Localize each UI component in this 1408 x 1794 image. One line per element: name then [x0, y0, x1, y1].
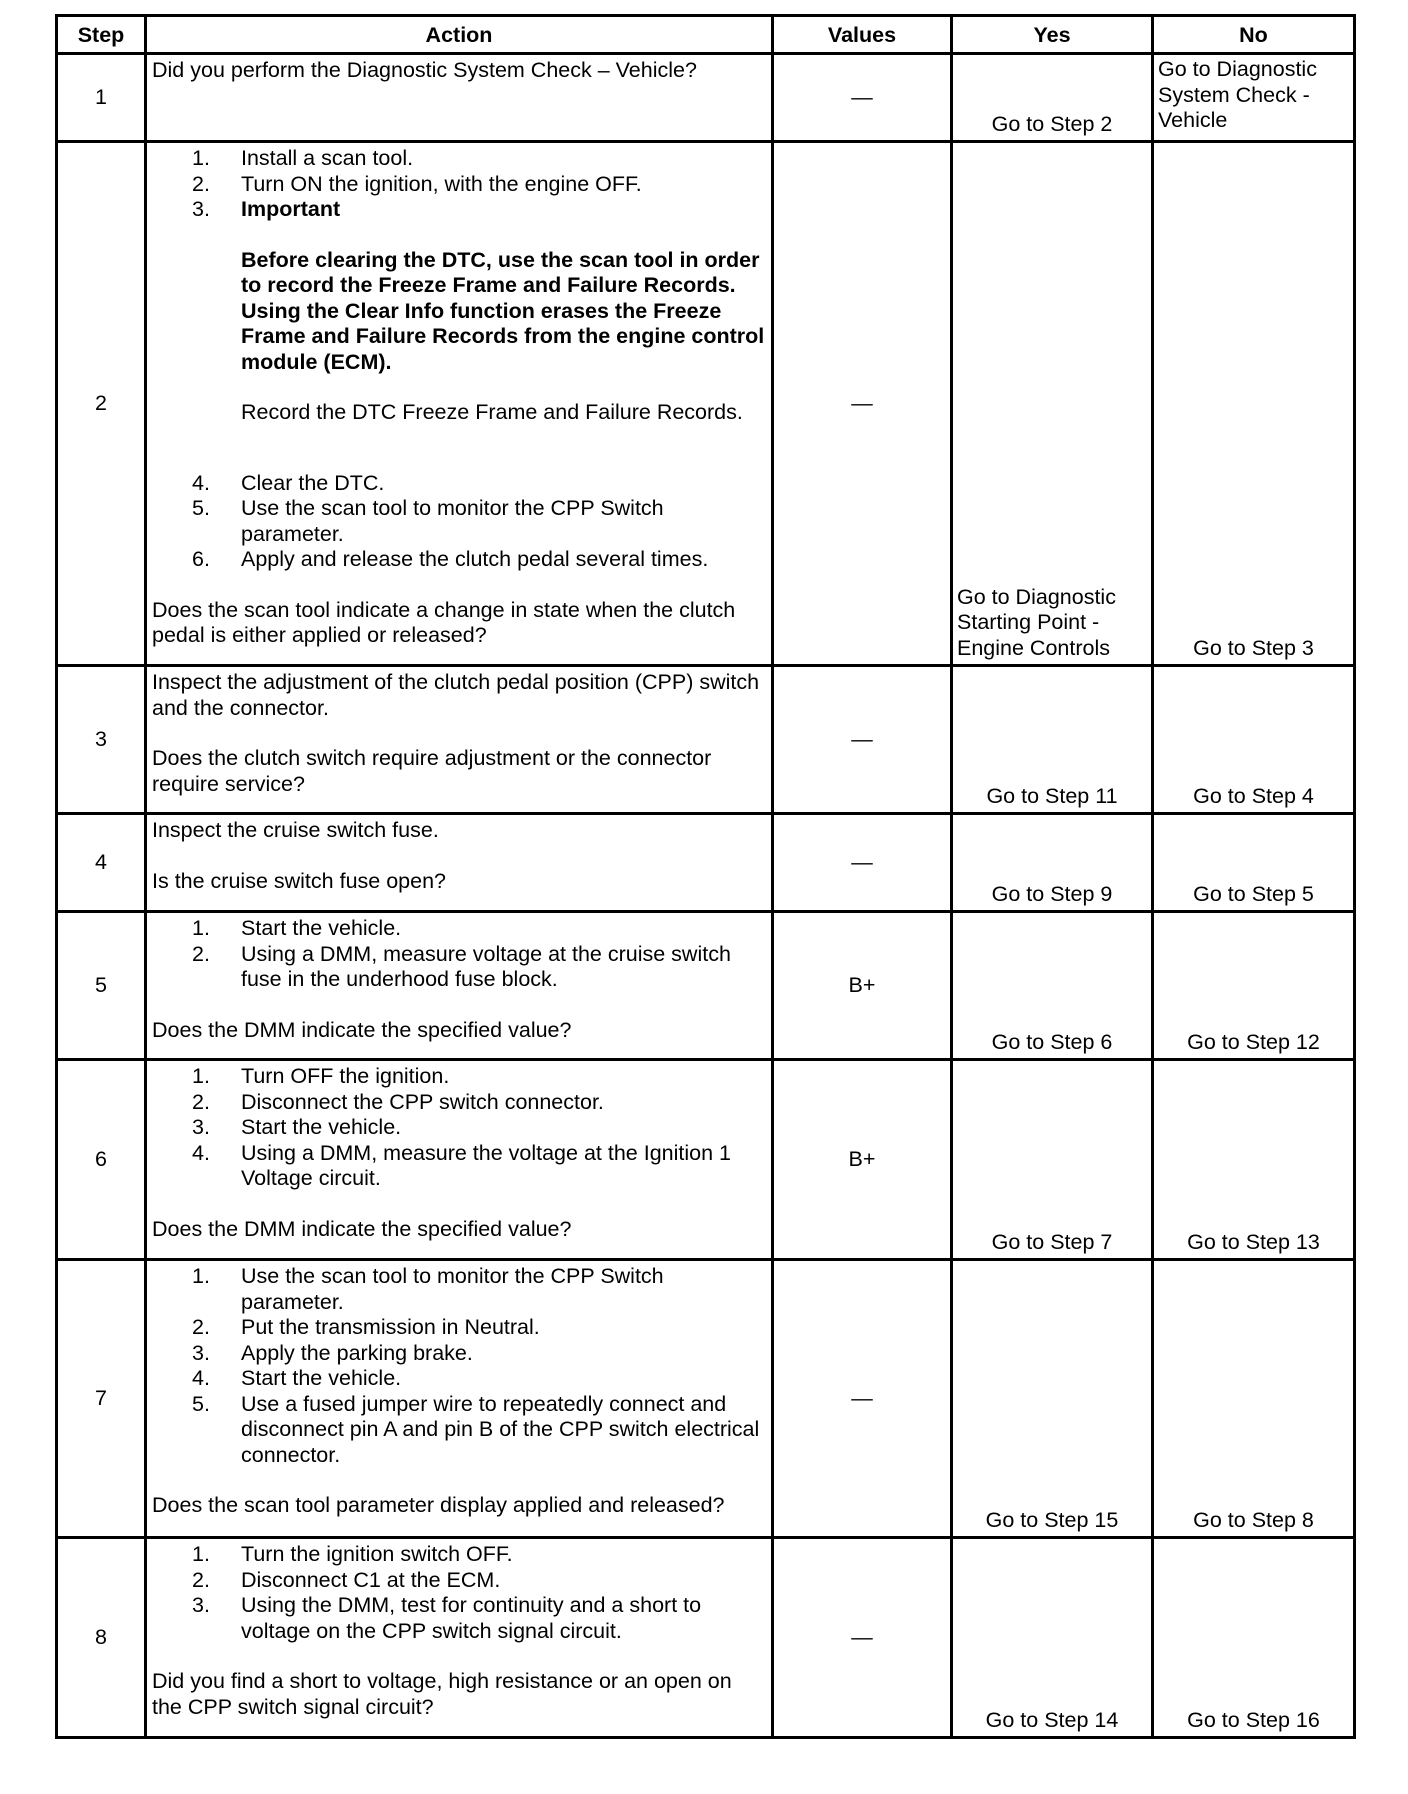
list-item: [152, 1568, 767, 1594]
action-cell: [146, 1260, 773, 1538]
step-number: 8: [57, 1538, 146, 1738]
action-cell: [146, 1538, 773, 1738]
action-cell: [146, 142, 773, 666]
list-item: [152, 1115, 767, 1141]
spacer: [152, 1468, 767, 1493]
yes-cell: Go to Diagnostic Starting Point - Engine Controls: [952, 142, 1153, 666]
list-item-number: 2.: [192, 171, 210, 196]
no-cell: Go to Step 5: [1153, 814, 1355, 912]
list-item-number: 6.: [192, 547, 210, 571]
list-item-text: Start the vehicle.: [241, 1115, 402, 1139]
diagnostic-table-container: [55, 14, 1353, 1739]
list-item-text: Use the scan tool to monitor the CPP Switch parameter.: [241, 1264, 664, 1314]
list-item: [152, 1593, 767, 1644]
yes-cell: Go to Step 7: [952, 1060, 1153, 1260]
list-item: [152, 496, 767, 547]
list-item: [152, 172, 767, 198]
step-number: 7: [57, 1260, 146, 1538]
list-item: [152, 547, 767, 573]
value-cell: —: [773, 142, 952, 666]
list-item-number: 4.: [192, 1140, 210, 1165]
spacer: [152, 993, 767, 1018]
action-list: [152, 146, 767, 223]
action-list: [152, 1264, 767, 1468]
spacer: [152, 223, 767, 248]
value-cell: —: [773, 814, 952, 912]
table-row: [57, 666, 1355, 814]
important-heading: Important: [241, 197, 341, 221]
action-cell: [146, 1060, 773, 1260]
header-row: [57, 16, 1355, 54]
action-cell: [146, 54, 773, 142]
list-item-text: Use a fused jumper wire to repeatedly connect and disconnect pin A and pin B of the CPP switch electrical connector.: [241, 1391, 760, 1467]
table-row: [57, 1060, 1355, 1260]
yes-cell: Go to Step 6: [952, 912, 1153, 1060]
action-text: Did you perform the Diagnostic System Check – Vehicle?: [152, 58, 697, 82]
spacer: [152, 844, 767, 869]
list-item-text: Turn OFF the ignition.: [241, 1064, 450, 1088]
spacer: [152, 1192, 767, 1217]
action-text: Inspect the adjustment of the clutch pedal position (CPP) switch and the connector.: [152, 670, 760, 720]
list-item-text: Use the scan tool to monitor the CPP Switch parameter.: [241, 496, 664, 546]
action-cell: [146, 666, 773, 814]
yes-cell: Go to Step 14: [952, 1538, 1153, 1738]
list-item-number: 5.: [192, 496, 210, 520]
list-item-text: Disconnect the CPP switch connector.: [241, 1089, 604, 1114]
action-cell: [146, 912, 773, 1060]
list-item: [152, 1392, 767, 1469]
list-item: [152, 916, 767, 942]
table-row: [57, 142, 1355, 666]
action-cell: [146, 814, 773, 912]
list-item-text: Clear the DTC.: [241, 470, 385, 495]
list-item-number: 3.: [192, 1593, 210, 1617]
value-cell: —: [773, 666, 952, 814]
table-row: [57, 912, 1355, 1060]
list-item-text: Start the vehicle.: [241, 916, 402, 940]
step-number: 3: [57, 666, 146, 814]
step-number: 1: [57, 54, 146, 142]
no-cell: Go to Step 16: [1153, 1538, 1355, 1738]
list-item: [152, 942, 767, 993]
value-cell: B+: [773, 1060, 952, 1260]
list-item-number: 2.: [192, 1315, 210, 1339]
list-item-number: 4.: [192, 1366, 210, 1390]
list-item-number: 3.: [192, 197, 210, 221]
list-item-number: 1.: [192, 1264, 210, 1288]
list-item-text: Apply and release the clutch pedal several times.: [241, 547, 709, 571]
list-item-number: 2.: [192, 1567, 210, 1592]
yes-cell: Go to Step 15: [952, 1260, 1153, 1538]
table-row: [57, 54, 1355, 142]
list-item: [152, 146, 767, 172]
list-item-number: 1.: [192, 1064, 210, 1088]
action-question: Did you find a short to voltage, high resistance or an open on the CPP switch signal circuit?: [152, 1669, 732, 1719]
table-row: [57, 1260, 1355, 1538]
list-item: [152, 1341, 767, 1367]
list-item-text: Turn the ignition switch OFF.: [241, 1542, 513, 1566]
list-item-text: Disconnect C1 at the ECM.: [241, 1567, 501, 1592]
list-item: [152, 471, 767, 497]
header-no: No: [1153, 16, 1355, 54]
list-item-text: Install a scan tool.: [241, 146, 414, 170]
record-instruction: Record the DTC Freeze Frame and Failure Records.: [241, 400, 743, 424]
header-action: Action: [146, 16, 773, 54]
action-question: Does the scan tool parameter display applied and released?: [152, 1493, 725, 1517]
yes-cell: Go to Step 9: [952, 814, 1153, 912]
list-item: [152, 1542, 767, 1568]
header-step: Step: [57, 16, 146, 54]
action-list: [152, 471, 767, 573]
spacer: [152, 721, 767, 746]
list-item-text: Using a DMM, measure the voltage at the Ignition 1 Voltage circuit.: [241, 1140, 731, 1190]
list-item-text: Turn ON the ignition, with the engine OFF.: [241, 171, 642, 196]
list-item-number: 1.: [192, 1542, 210, 1566]
no-cell: Go to Diagnostic System Check - Vehicle: [1153, 54, 1355, 142]
action-question: Does the scan tool indicate a change in state when the clutch pedal is either applied or released?: [152, 597, 736, 647]
header-values: Values: [773, 16, 952, 54]
list-item-number: 3.: [192, 1115, 210, 1139]
list-item-number: 2.: [192, 941, 210, 966]
step-number: 6: [57, 1060, 146, 1260]
list-item: [152, 1264, 767, 1315]
action-text: Inspect the cruise switch fuse.: [152, 818, 439, 842]
action-list: [152, 916, 767, 993]
yes-cell: Go to Step 2: [952, 54, 1153, 142]
list-item-number: 1.: [192, 146, 210, 170]
no-cell: Go to Step 12: [1153, 912, 1355, 1060]
list-item-number: 1.: [192, 916, 210, 940]
list-item-number: 5.: [192, 1391, 210, 1416]
list-item: [152, 1366, 767, 1392]
action-list: [152, 1064, 767, 1192]
no-cell: Go to Step 3: [1153, 142, 1355, 666]
list-item-number: 3.: [192, 1340, 210, 1365]
spacer: [152, 1644, 767, 1669]
action-list: [152, 1542, 767, 1644]
list-item: [152, 1064, 767, 1090]
no-cell: Go to Step 4: [1153, 666, 1355, 814]
list-item: [152, 1315, 767, 1341]
action-question: Does the DMM indicate the specified value?: [152, 1216, 572, 1241]
table-row: [57, 1538, 1355, 1738]
action-question: Is the cruise switch fuse open?: [152, 868, 446, 893]
list-item-text: Apply the parking brake.: [241, 1340, 473, 1365]
no-cell: Go to Step 13: [1153, 1060, 1355, 1260]
spacer: [152, 375, 767, 400]
list-item-text: Using a DMM, measure voltage at the cruise switch fuse in the underhood fuse block.: [241, 941, 731, 991]
list-item-text: Put the transmission in Neutral.: [241, 1315, 540, 1339]
spacer: [152, 573, 767, 598]
value-cell: —: [773, 54, 952, 142]
important-note: Before clearing the DTC, use the scan tool in order to record the Freeze Frame and Failure Records. Using the Clear Info function erases the Freeze Frame and Failure Records from the engine control module (ECM).: [241, 247, 765, 374]
list-item: [152, 1141, 767, 1192]
spacer: [152, 451, 767, 471]
list-item-number: 4.: [192, 470, 210, 495]
step-number: 2: [57, 142, 146, 666]
list-item-number: 2.: [192, 1089, 210, 1114]
list-item: [152, 1090, 767, 1116]
spacer: [152, 426, 767, 451]
value-cell: —: [773, 1260, 952, 1538]
table-row: [57, 814, 1355, 912]
header-yes: Yes: [952, 16, 1153, 54]
list-item-text: Start the vehicle.: [241, 1366, 402, 1390]
action-question: Does the clutch switch require adjustment or the connector require service?: [152, 746, 712, 796]
list-item-text: Using the DMM, test for continuity and a short to voltage on the CPP switch signal circuit.: [241, 1593, 702, 1643]
list-item: [152, 197, 767, 223]
step-number: 4: [57, 814, 146, 912]
diagnostic-table: [55, 14, 1356, 1739]
step-number: 5: [57, 912, 146, 1060]
value-cell: B+: [773, 912, 952, 1060]
value-cell: —: [773, 1538, 952, 1738]
action-question: Does the DMM indicate the specified value?: [152, 1017, 572, 1042]
no-cell: Go to Step 8: [1153, 1260, 1355, 1538]
yes-cell: Go to Step 11: [952, 666, 1153, 814]
